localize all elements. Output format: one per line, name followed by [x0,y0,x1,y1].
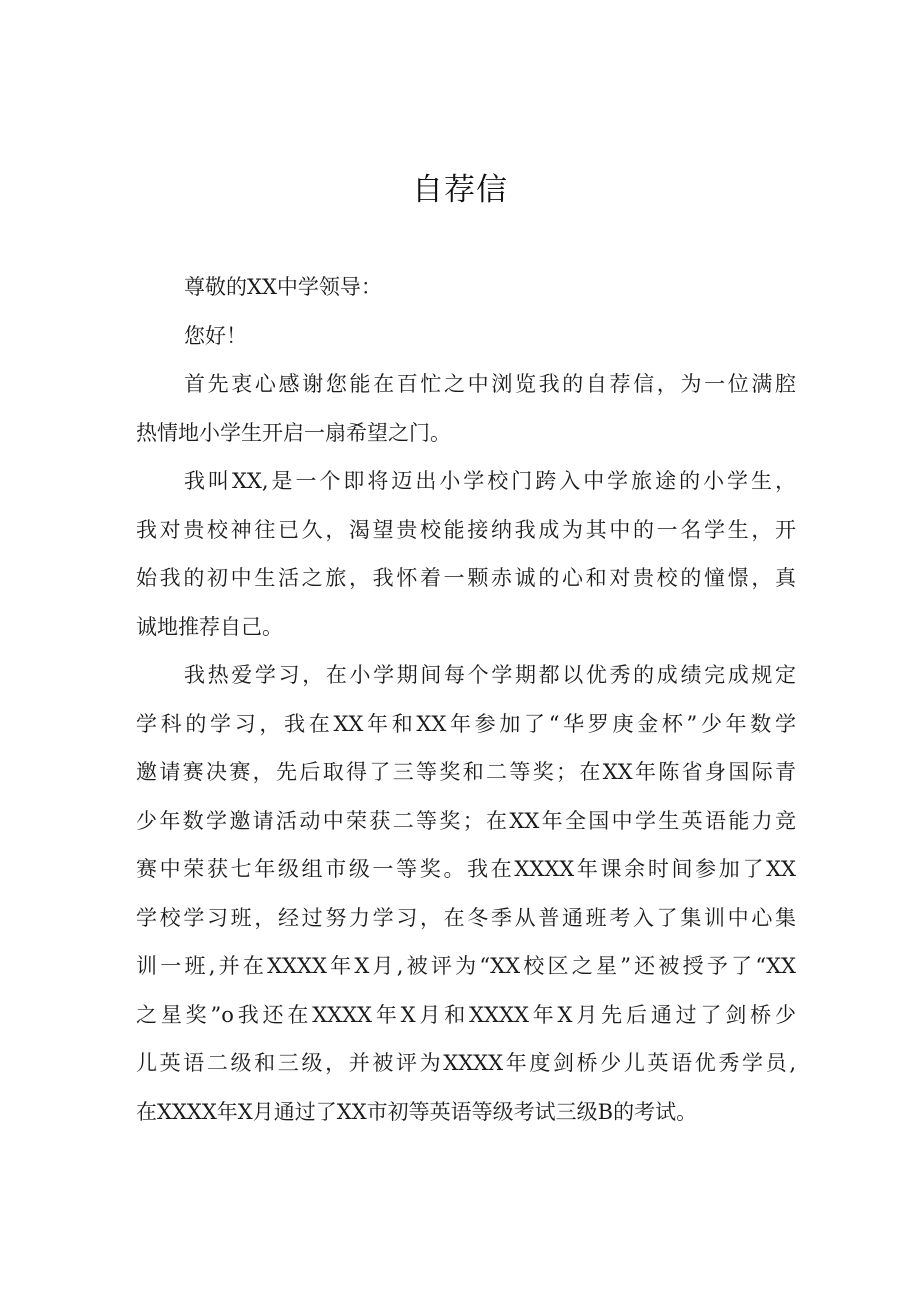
paragraph-line: 学科的学习，我在XX年和XX年参加了“华罗庚金杯”少年数学 [136,711,796,736]
letter-body [136,263,796,1136]
paragraph-line: 儿英语二级和三级，并被评为XXXX年度剑桥少儿英语优秀学员, [136,1051,796,1075]
paragraph-line: 训一班,并在XXXX年X月,被评为“XX校区之星”还被授予了“XX [136,954,796,978]
paragraph-line: 之星奖”o我还在XXXX年X月和XXXX年X月先后通过了剑桥少 [136,1002,796,1027]
paragraph-line: 首先衷心感谢您能在百忙之中浏览我的自荐信，为一位满腔 [184,372,796,396]
paragraph-line: 邀请赛决赛，先后取得了三等奖和二等奖；在XX年陈省身国际青 [136,760,796,784]
greeting-line: 您好！ [184,323,247,348]
paragraph-line: 诚地推荐自己。 [136,614,283,639]
paragraph-line: 我对贵校神往已久，渴望贵校能接纳我成为其中的一名学生，开 [136,517,796,542]
paragraph-line: 赛中荣获七年级组市级一等奖。我在XXXX年课余时间参加了XX [136,857,796,881]
paragraph-line: 热情地小学生开启一扇希望之门。 [136,420,451,445]
paragraph-line: 始我的初中生活之旅，我怀着一颗赤诚的心和对贵校的憧憬，真 [136,566,796,590]
letter-title: 自荐信 [412,172,508,208]
paragraph-line: 我叫XX,是一个即将迈出小学校门跨入中学旅途的小学生， [184,469,796,493]
salutation-line: 尊敬的XX中学领导： [184,275,382,299]
paragraph-line: 学校学习班，经过努力学习，在冬季从普通班考入了集训中心集 [136,905,796,930]
paragraph-line: 少年数学邀请活动中荣获二等奖；在XX年全国中学生英语能力竞 [136,808,796,833]
paragraph-line: 我热爱学习，在小学期间每个学期都以优秀的成绩完成规定 [184,663,796,687]
paragraph-line: 在XXXX年X月通过了XX市初等英语等级考试三级B的考试。 [136,1099,698,1124]
